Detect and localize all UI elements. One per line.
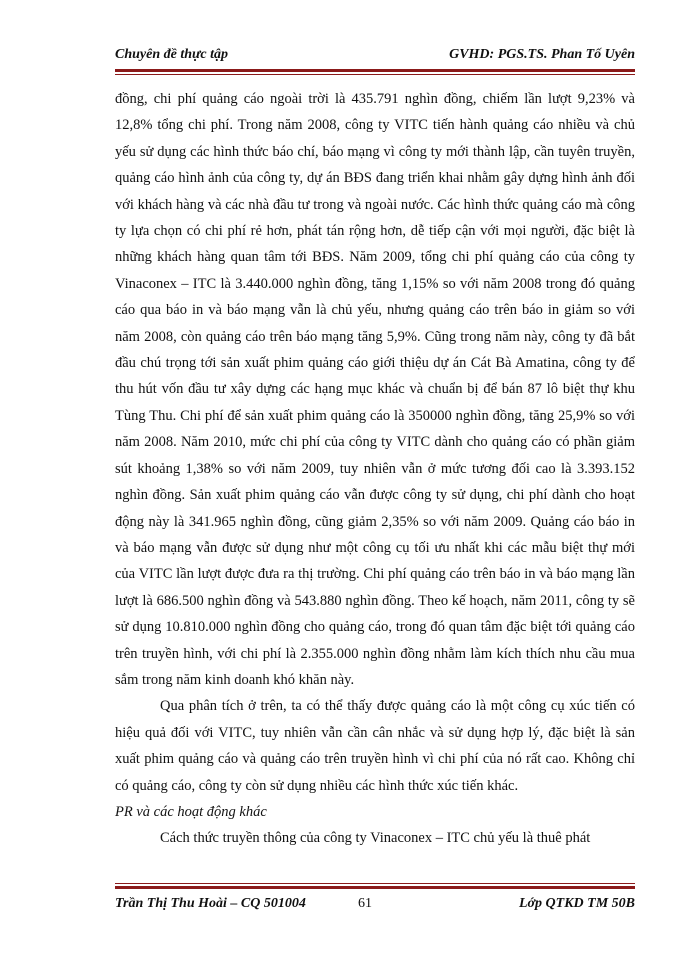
footer-class: Lớp QTKD TM 50B — [518, 896, 635, 911]
page-header — [115, 45, 635, 67]
page-body — [115, 86, 635, 852]
body-paragraph-2: Qua phân tích ở trên, ta có thể thấy được quảng cáo là một công cụ xúc tiến có hiệu quả đối với VITC, tuy nhiên vẫn cần cân nhắc và sử dụng hợp lý, đặc biệt là sản xuất phim quảng cáo và quảng cáo trên truyền hình vì chi phí của nó rất cao. Không chỉ có quảng cáo, công ty còn sử dụng nhiều các hình thức xúc tiến khác. — [115, 698, 635, 794]
section-heading: PR và các hoạt động khác — [115, 803, 267, 820]
header-left-title: Chuyên đề thực tập — [115, 47, 229, 62]
body-paragraph-1: đồng, chi phí quảng cáo ngoài trời là 435.791 nghìn đồng, chiếm lần lượt 9,23% và 12,8% tổng chi phí. Trong năm 2008, công ty VITC tiến hành quảng cáo nhiều và chủ yếu sử dụng các hình thức báo chí, báo mạng vì công ty mới thành lập, cần tuyên truyền, quảng cáo hình ảnh của công ty, dự án BĐS đang triển khai nhằm gây dựng hình ảnh đối với khách hàng và các nhà đầu tư trong và ngoài nước. Các hình thức quảng cáo mà công ty lựa chọn có chi phí rẻ hơn, phát tán rộng hơn, dễ tiếp cận với mọi người, đặc biệt là những khách hàng quan tâm tới BĐS. Năm 2009, tổng chi phí quảng cáo của công ty Vinaconex – ITC là 3.440.000 nghìn đồng, tăng 1,15% so với năm 2008 trong đó quảng cáo qua báo in và báo mạng vẫn là chủ yếu, nhưng quảng cáo trên báo in giảm so với năm 2008, còn quảng cáo trên báo mạng tăng 5,9%. Cũng trong năm này, công ty đã bắt đầu chú trọng tới sản xuất phim quảng cáo giới thiệu dự án Cát Bà Amatina, công ty để thu hút vốn đầu tư xây dựng các hạng mục khác và chuẩn bị để bán 87 lô biệt thự khu Tùng Thu. Chi phí để sản xuất phim quảng cáo là 350000 nghìn đồng, tăng 25,9% so với năm 2008. Năm 2010, mức chi phí của công ty VITC dành cho quảng cáo có phần giảm sút khoảng 1,38% so với năm 2009, tuy nhiên vẫn ở mức tương đối cao là 3.393.152 nghìn đồng. Sản xuất phim quảng cáo vẫn được công ty sử dụng, chi phí dành cho hoạt động này là 341.965 nghìn đồng, cũng giảm 2,35% so với năm 2009. Quảng cáo báo in và báo mạng vẫn được sử dụng như một công cụ tối ưu nhất khi các mẫu biệt thự mới của VITC lần lượt được đưa ra thị trường. Chi phí quảng cáo trên báo in và báo mạng lần lượt là 686.500 nghìn đồng và 543.880 nghìn đồng. Theo kế hoạch, năm 2011, công ty sẽ sử dụng 10.810.000 nghìn đồng cho quảng cáo, trong đó quan tâm đặc biệt tới quảng cáo trên truyền hình, với chi phí là 2.355.000 nghìn đồng nhằm làm kích thích nhu cầu mua sắm trong năm kinh doanh khó khăn này. — [115, 91, 635, 688]
footer-author: Trần Thị Thu Hoài – CQ 501004 — [115, 896, 306, 911]
header-rule-thin — [115, 74, 635, 75]
header-right-advisor: GVHD: PGS.TS. Phan Tố Uyên — [449, 47, 635, 62]
footer-rule-thick — [115, 886, 635, 889]
header-rule-thick — [115, 69, 635, 72]
page-footer — [115, 896, 635, 916]
footer-rule-thin — [115, 883, 635, 884]
page-number: 61 — [358, 896, 372, 911]
body-paragraph-3: Cách thức truyền thông của công ty Vinaconex – ITC chủ yếu là thuê phát — [160, 830, 591, 847]
